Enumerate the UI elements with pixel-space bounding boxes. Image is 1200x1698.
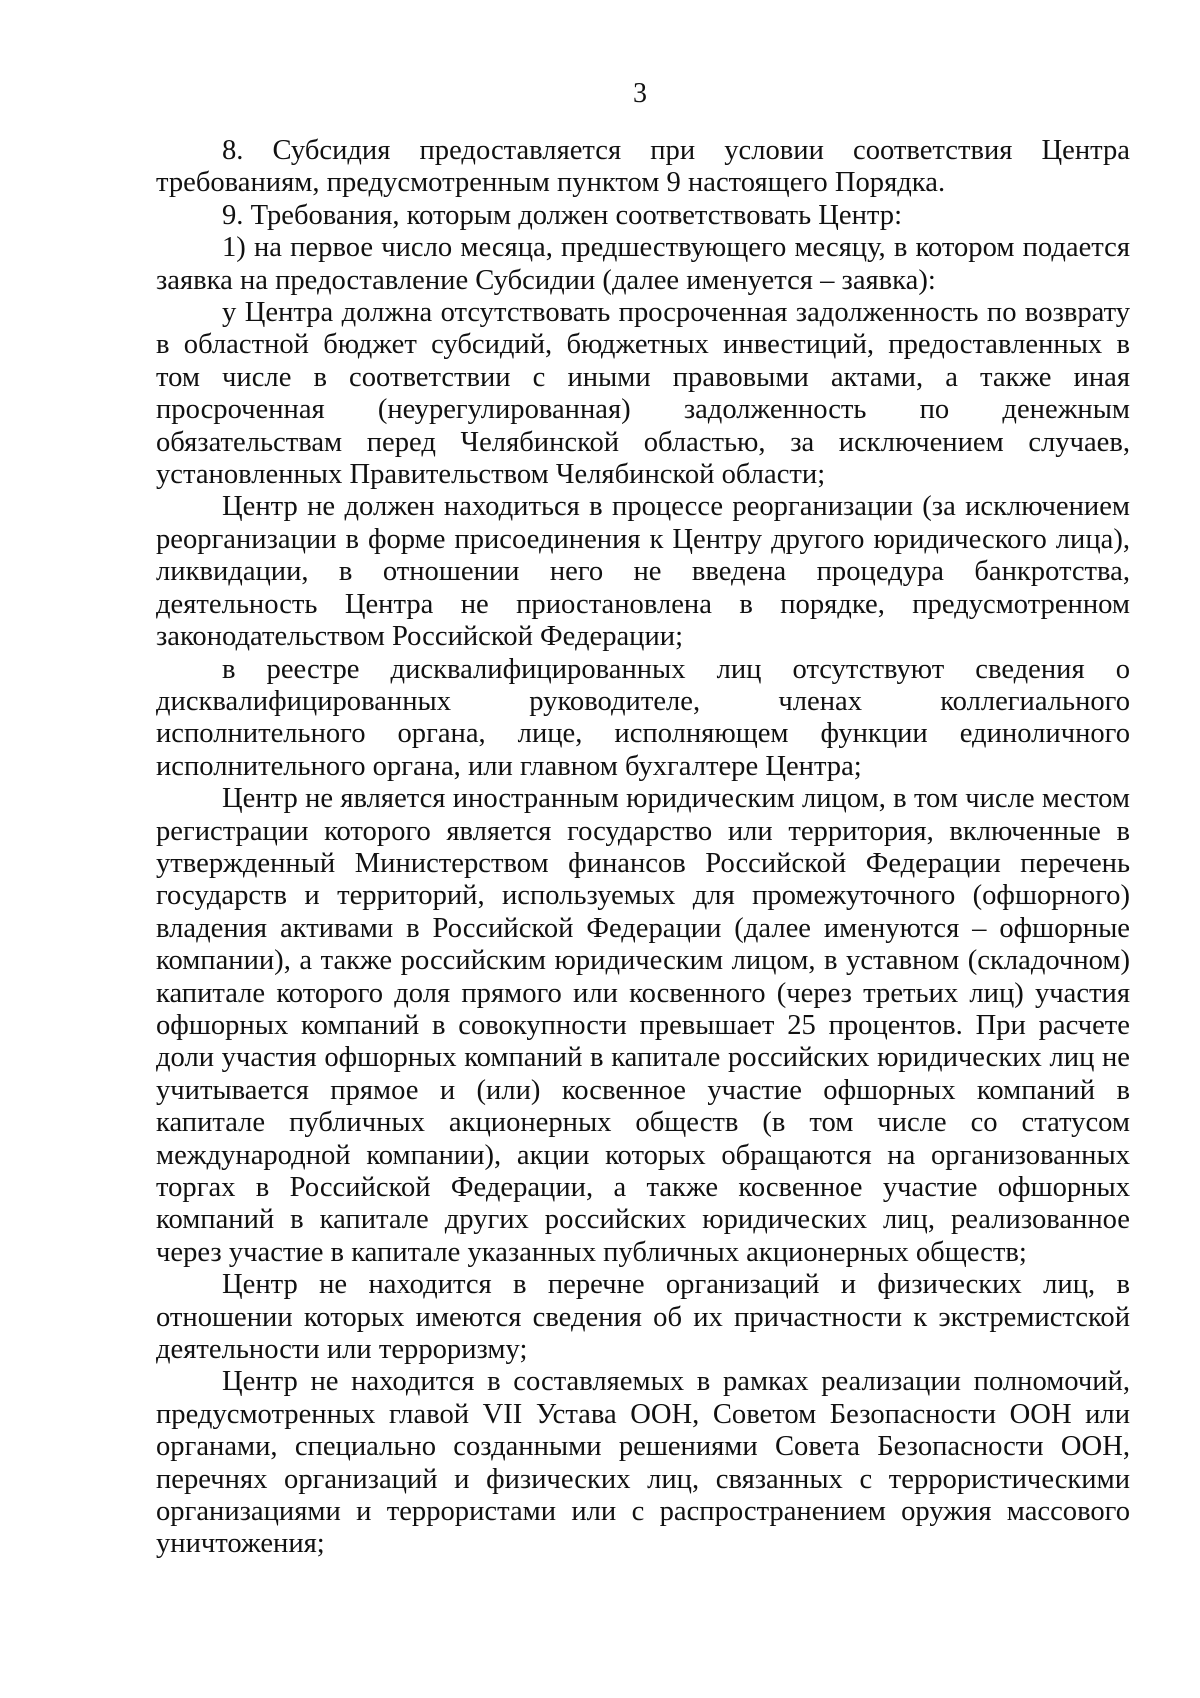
paragraph-offshore: Центр не является иностранным юридическим лицом, в том числе местом регистрации которого является государство или территория, включенные в утвержденный Министерством финансов Российской Федерации перечень государств и территорий, используемых для промежуточного (офшорного) владения активами в Российской Федерации (далее именуются – офшорные компании), а также российским юридическим лицом, в уставном (складочном) капитале которого доля прямого или косвенного (через третьих лиц) участия офшорных компаний в совокупности превышает 25 процентов. При расчете доли участия офшорных компаний в капитале российских юридических лиц не учитывается прямое и (или) косвенное участие офшорных компаний в капитале публичных акционерных обществ (в том числе со статусом международной компании), акции которых обращаются на организованных торгах в Российской Федерации, а также косвенное участие офшорных компаний в капитале других российских юридических лиц, реализованное через участие в капитале указанных публичных акционерных обществ; [156,783,1130,1268]
paragraph-disqualified-registry: в реестре дисквалифицированных лиц отсутствуют сведения о дисквалифицированных руководителе, членах коллегиального исполнительного органа, лице, исполняющем функции единоличного исполнительного органа, или главном бухгалтере Центра; [156,653,1130,782]
paragraph-item-9: 9. Требования, которым должен соответствовать Центр: [222,199,903,231]
paragraph-no-debt: у Центра должна отсутствовать просроченная задолженность по возврату в областной бюджет субсидий, бюджетных инвестиций, предоставленных в том числе в соответствии с иными правовыми актами, а также иная просроченная (неурегулированная) задолженность по денежным обязательствам перед Челябинской областью, за исключением случаев, установленных Правительством Челябинской области; [156,297,1130,491]
paragraph-no-reorganization: Центр не должен находиться в процессе реорганизации (за исключением реорганизации в форме присоединения к Центру другого юридического лица), ликвидации, в отношении него не введена процедура банкротства, деятельность Центра не приостановлена в порядке, предусмотренном законодательством Российской Федерации; [156,491,1130,653]
document-body [156,135,1130,1561]
paragraph-un-sanctions: Центр не находится в составляемых в рамках реализации полномочий, предусмотренных главой VII Устава ООН, Советом Безопасности ООН или органами, специально созданными решениями Совета Безопасности ООН, перечнях организаций и физических лиц, связанных с террористическими организациями и террористами или с распространением оружия массового уничтожения; [156,1366,1130,1560]
paragraph-subitem-1: 1) на первое число месяца, предшествующего месяцу, в котором подается заявка на предоставление Субсидии (далее именуется – заявка): [156,232,1130,296]
page-number: 3 [633,78,647,109]
paragraph-item-8: 8. Субсидия предоставляется при условии соответствия Центра требованиям, предусмотренным пунктом 9 настоящего Порядка. [156,135,1130,199]
paragraph-extremism: Центр не находится в перечне организаций и физических лиц, в отношении которых имеются сведения об их причастности к экстремистской деятельности или терроризму; [156,1269,1130,1366]
